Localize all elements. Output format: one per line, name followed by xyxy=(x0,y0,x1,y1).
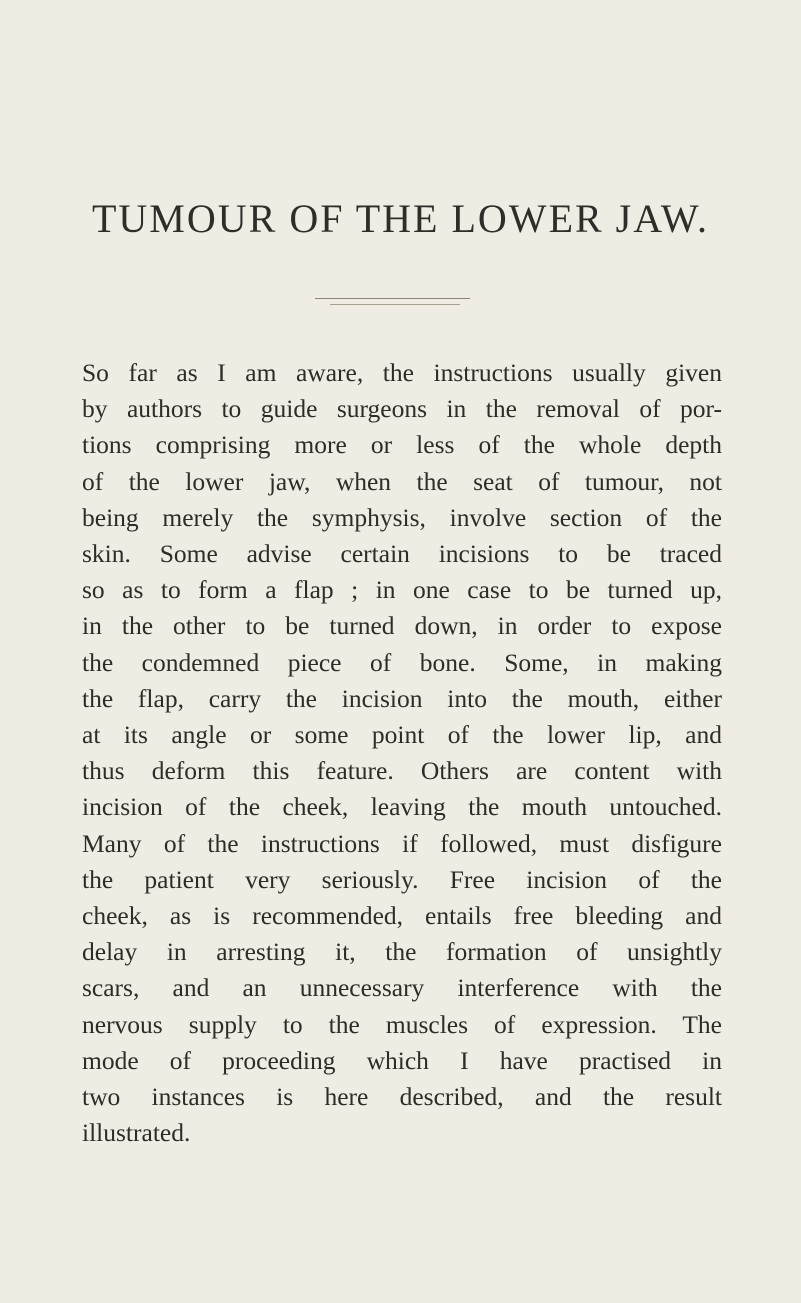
text-line: So far as I am aware, the instructions usually given xyxy=(82,358,722,387)
chapter-title: TUMOUR OF THE LOWER JAW. xyxy=(91,196,710,241)
text-line: tions comprising more or less of the whole depth xyxy=(82,430,722,460)
text-line: of the lower jaw, when the seat of tumour, not xyxy=(82,466,722,496)
text-line: two instances is here described, and the result xyxy=(82,1082,722,1112)
text-line: the condemned piece of bone. Some, in making xyxy=(82,647,722,677)
text-line: mode of proceeding which I have practised in xyxy=(82,1045,722,1075)
body-paragraph xyxy=(82,355,722,1151)
text-line: Many of the instructions if followed, must disfigure xyxy=(82,828,722,858)
text-line: incision of the cheek, leaving the mouth untouched. xyxy=(82,792,722,822)
text-line: being merely the symphysis, involve section of the xyxy=(82,502,722,532)
title-divider-secondary xyxy=(330,304,460,305)
text-line: scars, and an unnecessary interference with the xyxy=(82,973,722,1003)
text-line: cheek, as is recommended, entails free bleeding and xyxy=(82,901,722,931)
text-line: so as to form a flap ; in one case to be turned up, xyxy=(82,575,722,605)
text-line: in the other to be turned down, in order to expose xyxy=(82,611,722,641)
text-line: thus deform this feature. Others are content with xyxy=(82,756,722,786)
text-line: the flap, carry the incision into the mouth, either xyxy=(82,683,722,713)
text-line: by authors to guide surgeons in the removal of por- xyxy=(82,394,722,424)
text-line: delay in arresting it, the formation of unsightly xyxy=(82,937,722,967)
text-line: the patient very seriously. Free incision of the xyxy=(82,864,722,894)
text-line: nervous supply to the muscles of expression. The xyxy=(82,1009,722,1039)
text-line: skin. Some advise certain incisions to be traced xyxy=(82,539,722,569)
title-divider xyxy=(315,298,470,299)
text-line: at its angle or some point of the lower lip, and xyxy=(82,720,722,750)
text-line: illustrated. xyxy=(82,1118,191,1148)
